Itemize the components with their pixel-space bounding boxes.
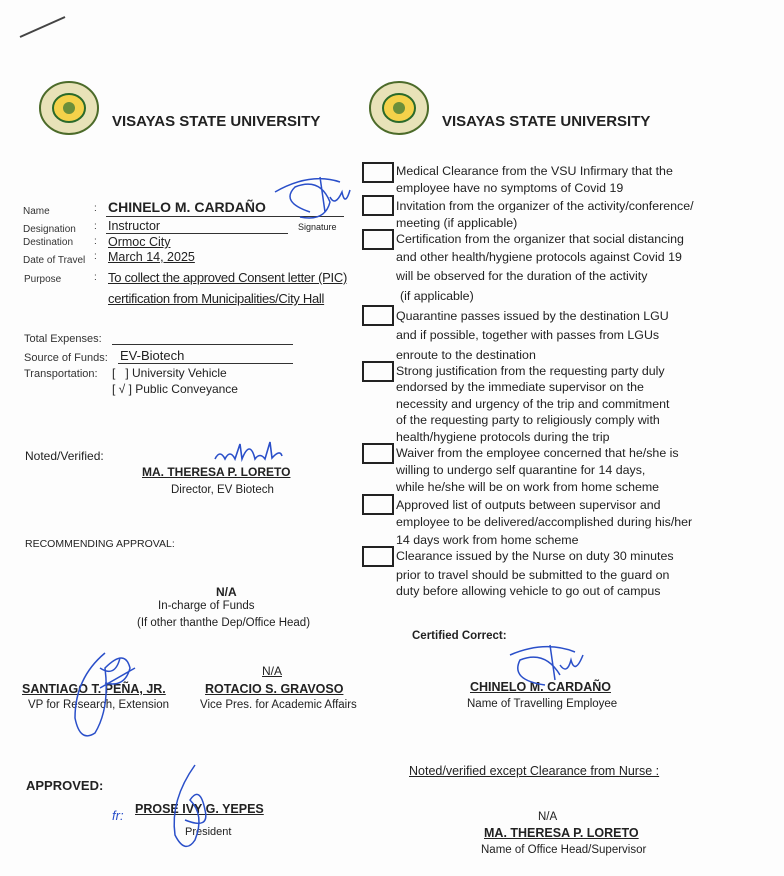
designation-value: Instructor (108, 219, 161, 233)
noted-label: Noted/Verified: (25, 449, 104, 463)
recommending-label: RECOMMENDING APPROVAL: (25, 538, 175, 550)
checklist-item-text: will be observed for the duration of the activity (396, 269, 648, 283)
checklist-item-text: Invitation from the organizer of the activity/conference/ (396, 199, 694, 213)
colon: : (94, 251, 97, 262)
approver-title: President (185, 826, 232, 838)
pen-mark (15, 12, 75, 42)
checklist-item-text: Waiver from the employee concerned that he/she is (396, 446, 679, 460)
for-prefix: fr: (112, 808, 124, 823)
employee-name: CHINELO M. CARDAÑO (470, 680, 611, 694)
expenses-label: Total Expenses: (24, 333, 102, 345)
approver-name: PROSE IVY G. YEPES (135, 802, 264, 816)
university-name: VISAYAS STATE UNIVERSITY (112, 113, 321, 130)
date-label: Date of Travel (23, 255, 86, 266)
checklist-item-text: Clearance issued by the Nurse on duty 30 minutes (396, 549, 674, 563)
checkbox[interactable] (362, 305, 394, 326)
checklist-item-text: of the requesting party to religiously comply with (396, 413, 660, 427)
university-seal-logo (38, 80, 100, 136)
checklist-item-text: prior to travel should be submitted to the guard on (396, 568, 670, 582)
supervisor-name: MA. THERESA P. LORETO (484, 826, 639, 840)
checklist-item-text: duty before allowing vehicle to go out of campus (396, 584, 661, 598)
checklist-item-text: endorsed by the immediate supervisor on the (396, 380, 644, 394)
funds-title: In-charge of Funds (158, 600, 255, 612)
checklist-item-text: Medical Clearance from the VSU Infirmary that the (396, 164, 673, 178)
vp1-title: VP for Research, Extension (28, 699, 170, 711)
checkbox[interactable] (362, 361, 394, 382)
destination-label: Destination (23, 237, 74, 248)
vp2-name: ROTACIO S. GRAVOSO (205, 682, 344, 696)
vp1-name: SANTIAGO T. PEÑA, JR. (22, 682, 166, 696)
checklist-item-text: 14 days work from home scheme (396, 533, 579, 547)
supervisor-title: Name of Office Head/Supervisor (481, 844, 647, 856)
checklist-item-text: health/hygiene protocols during the trip (396, 430, 610, 444)
checklist-item-text: Strong justification from the requesting party duly (396, 364, 665, 378)
approved-label: APPROVED: (26, 778, 104, 793)
colon: : (94, 221, 97, 232)
checklist-item-text: (if applicable) (400, 289, 474, 303)
checklist-item-text: meeting (if applicable) (396, 216, 518, 230)
signature-label: Signature (298, 222, 337, 232)
name-value: CHINELO M. CARDAÑO (108, 199, 266, 215)
funds-title-note: (If other thanthe Dep/Office Head) (137, 617, 311, 629)
designation-label: Designation (23, 224, 76, 235)
checklist-item-text: while he/she will be on work from home scheme (396, 480, 660, 494)
colon: : (94, 272, 97, 283)
destination-value: Ormoc City (108, 235, 171, 249)
university-seal-logo (368, 80, 430, 136)
checklist-item-text: Approved list of outputs between supervisor and (396, 498, 661, 512)
checklist-item-text: employee to be delivered/accomplished during his/her (396, 515, 693, 529)
checkbox[interactable] (362, 494, 394, 515)
checklist-item-text: Quarantine passes issued by the destination LGU (396, 309, 669, 323)
purpose-label: Purpose (24, 274, 62, 285)
university-name: VISAYAS STATE UNIVERSITY (442, 113, 651, 130)
checklist-item-text: employee have no symptoms of Covid 19 (396, 181, 624, 195)
colon: : (94, 236, 97, 247)
transport-option-public-conveyance: [ √ ] Public Conveyance (112, 382, 238, 396)
vp2-title: Vice Pres. for Academic Affairs (200, 699, 357, 711)
checklist-item-text: enroute to the destination (396, 348, 536, 362)
funds-na: N/A (216, 585, 237, 599)
supervisor-na: N/A (538, 811, 558, 823)
purpose-line: certification from Municipalities/City Hall (108, 291, 325, 306)
checklist-item-text: and other health/hygiene protocols against Covid 19 (396, 250, 682, 264)
funds-value: EV-Biotech (120, 348, 185, 363)
funds-label: Source of Funds: (24, 352, 108, 364)
date-value: March 14, 2025 (108, 250, 195, 264)
signature-scribble (210, 434, 290, 466)
checkbox[interactable] (362, 443, 394, 464)
checkbox[interactable] (362, 195, 394, 216)
employee-title: Name of Travelling Employee (467, 698, 618, 710)
certified-label: Certified Correct: (412, 630, 507, 642)
transport-label: Transportation: (24, 368, 98, 380)
noted-name: MA. THERESA P. LORETO (142, 465, 291, 479)
colon: : (94, 203, 97, 214)
vp2-na: N/A (262, 664, 283, 678)
checkbox[interactable] (362, 162, 394, 183)
name-label: Name (23, 206, 50, 217)
checklist-item-text: and if possible, together with passes from LGUs (396, 328, 660, 342)
transport-option-university-vehicle: [ ] University Vehicle (112, 366, 227, 380)
checklist-item-text: Certification from the organizer that social distancing (396, 232, 684, 246)
noted-title: Director, EV Biotech (171, 484, 274, 496)
checkbox[interactable] (362, 229, 394, 250)
checklist-item-text: necessity and urgency of the trip and commitment (396, 397, 670, 411)
noted-except-label: Noted/verified except Clearance from Nurse : (409, 764, 660, 778)
checkbox[interactable] (362, 546, 394, 567)
purpose-line: To collect the approved Consent letter (PIC) (108, 270, 347, 285)
checklist-item-text: willing to undergo self quarantine for 14 days, (396, 463, 646, 477)
